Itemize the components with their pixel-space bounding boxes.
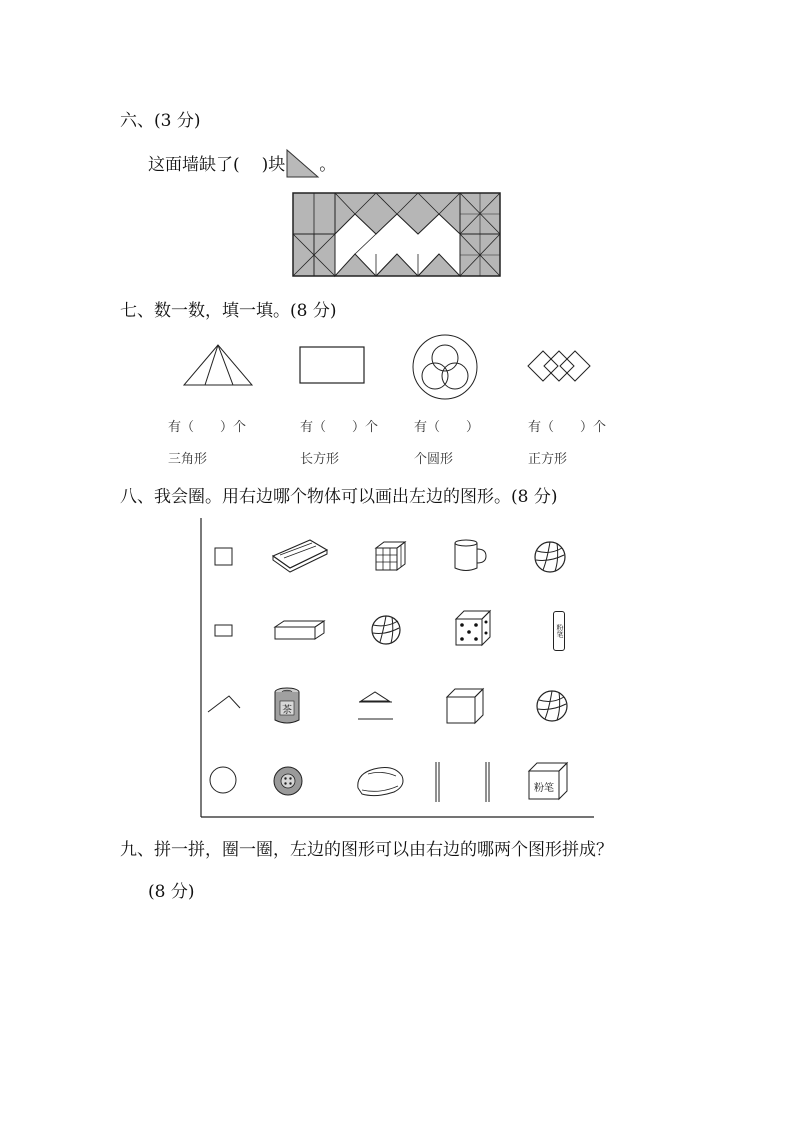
q6-prompt-end: 。 — [319, 155, 337, 175]
tea-can-label: 茶 — [282, 705, 292, 716]
squares-figure — [527, 348, 593, 384]
mug-icon[interactable] — [452, 538, 488, 574]
button-coin-icon[interactable] — [272, 765, 304, 797]
q9-points: (8 分) — [148, 882, 195, 902]
volleyball-icon[interactable] — [370, 614, 402, 646]
q6-prompt-mid: )块 — [261, 155, 286, 175]
square-shape-icon — [214, 547, 234, 567]
mouse-icon[interactable] — [354, 764, 406, 798]
circle-shape-icon — [208, 765, 238, 795]
q6-prompt — [148, 148, 336, 178]
angle-shape-icon — [206, 694, 242, 714]
q7-item-2-line2: 长方形 — [300, 452, 340, 467]
brick-icon[interactable] — [274, 619, 326, 641]
q7-title: 七、数一数，填一填。(8 分) — [120, 301, 337, 321]
dice-icon[interactable] — [454, 609, 492, 647]
volleyball-icon[interactable] — [533, 540, 567, 574]
triangle-tile-icon — [285, 148, 319, 178]
q9-title: 九、拼一拼，圈一圈，左边的图形可以由右边的哪两个图形拼成？ — [120, 840, 613, 860]
tent-icon[interactable] — [357, 690, 395, 720]
q6-prompt-before: 这面墙缺了( — [148, 155, 240, 175]
volleyball-icon[interactable] — [535, 689, 569, 723]
q8-title: 八、我会圈。用右边哪个物体可以画出左边的图形。(8 分) — [120, 487, 558, 507]
triangles-figure — [183, 344, 253, 386]
pencil-case-icon[interactable] — [270, 536, 330, 572]
rectangle-figure — [299, 346, 365, 384]
chalk-tube-icon[interactable] — [553, 611, 565, 651]
chalk-box-label: 粉笔 — [534, 783, 554, 794]
cube-icon[interactable] — [445, 687, 485, 725]
q7-item-4-line1: 有（ ）个 — [528, 420, 607, 435]
q7-item-3-line1: 有（ ） — [414, 420, 480, 435]
q6-title: 六、(3 分) — [120, 111, 201, 131]
q7-item-1-line2: 三角形 — [168, 452, 208, 467]
circles-figure — [410, 334, 480, 400]
chalk-tube-label: 粉笔 — [556, 624, 564, 638]
q7-item-1-line1: 有（ ）个 — [168, 420, 247, 435]
rod-lines-icon[interactable] — [432, 760, 492, 804]
q7-item-2-line1: 有（ ）个 — [300, 420, 379, 435]
rectangle-shape-icon — [214, 624, 234, 638]
q7-item-4-line2: 正方形 — [528, 452, 568, 467]
wall-figure — [292, 192, 502, 278]
q7-item-3-line2: 个圆形 — [414, 452, 454, 467]
rubiks-cube-icon[interactable] — [372, 539, 408, 573]
